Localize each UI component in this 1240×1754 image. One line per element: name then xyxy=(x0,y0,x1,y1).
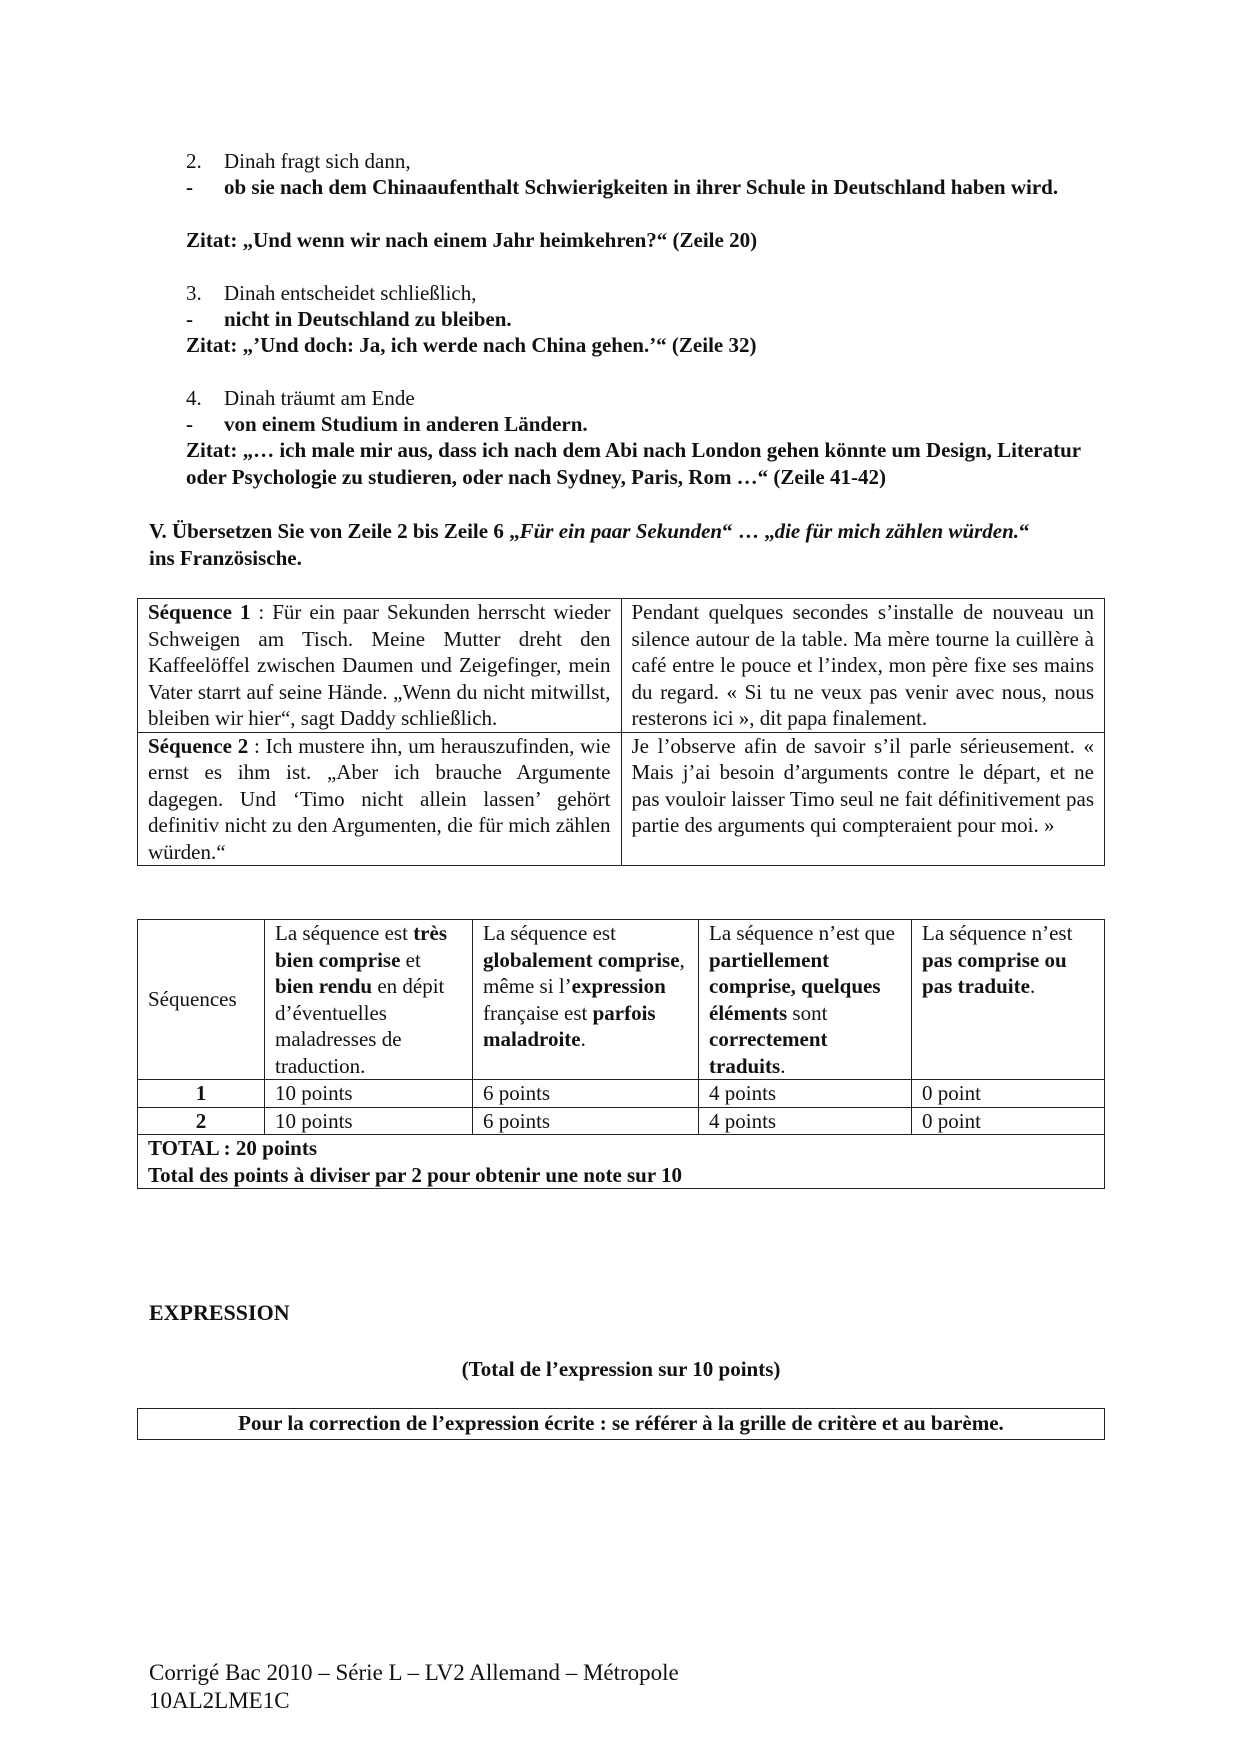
german-text: : Für ein paar Sekunden herrscht wieder Schweigen am Tisch. Meine Mutter dreht den Kaffeelöffel zwischen Daumen und Zeigefinger, mein Vater starrt auf seine Hände. „Wenn du nicht mitwillst, bleiben wir hier“, sagt Daddy schließlich. xyxy=(148,600,611,730)
footer-line-2: 10AL2LME1C xyxy=(149,1688,290,1713)
score-cell: 6 points xyxy=(473,1080,699,1108)
criteria-text: pas comprise ou pas traduite xyxy=(922,947,1067,998)
item-answer-text: ob sie nach dem Chinaaufenthalt Schwierigkeiten in ihrer Schule in Deutschland haben wird. xyxy=(224,175,1059,199)
item-intro-text: Dinah fragt sich dann, xyxy=(224,149,411,173)
sequence-number: 2 xyxy=(138,1107,265,1135)
score-cell: 4 points xyxy=(699,1107,912,1135)
section-v-italic2: die für mich zählen würden. xyxy=(774,519,1020,543)
german-cell xyxy=(138,732,622,866)
criteria-text: La séquence est xyxy=(483,921,616,945)
item-2-quote: Zitat: „Und wenn wir nach einem Jahr heimkehren?“ (Zeile 20) xyxy=(186,228,758,252)
german-text: : Ich mustere ihn, um herauszufinden, wie ernst es ihm ist. „Aber ich brauche Argumente dagegen. Und ‘Timo nicht allein lassen’ gehört definitiv nicht zu den Argumenten, die für mich zählen würden.“ xyxy=(148,733,611,864)
criteria-text: . xyxy=(580,1027,586,1051)
sequence-label: Séquence 2 xyxy=(148,733,249,758)
item-4-intro xyxy=(186,385,1106,412)
score-cell: 6 points xyxy=(473,1107,699,1135)
item-intro-text: Dinah entscheidet schließlich, xyxy=(224,281,477,305)
german-cell xyxy=(138,599,622,733)
item-dash: - xyxy=(186,175,193,199)
french-cell: Pendant quelques secondes s’installe de nouveau un silence autour de la table. Ma mère tourne la cuillère à café entre le pouce et l’index, mon père fixe ses mains du regard. « Si tu ne veux pas venir avec nous, nous resterons ici », dit papa finalement. xyxy=(621,599,1105,733)
criteria-text: globalement comprise xyxy=(483,947,680,972)
sequence-number: 1 xyxy=(138,1080,265,1108)
criteria-text: . xyxy=(780,1053,786,1078)
item-4-quote: Zitat: „… ich male mir aus, dass ich nach dem Abi nach London gehen könnte um Design, Literatur oder Psychologie zu studieren, oder nach Sydney, Paris, Rom …“ (Zeile 41-42) xyxy=(186,438,1081,489)
criteria-text: très bien comprise xyxy=(275,921,447,972)
expression-heading: EXPRESSION xyxy=(149,1300,290,1325)
sequence-label: Séquence 1 xyxy=(148,600,251,624)
item-2-intro xyxy=(186,148,1106,175)
table-row xyxy=(138,1080,1105,1108)
item-number: 4. xyxy=(186,386,202,410)
criteria-text: , même si l’ xyxy=(483,947,685,998)
translation-table xyxy=(137,598,1105,866)
grading-header-row xyxy=(138,920,1105,1080)
total-row xyxy=(138,1135,1105,1189)
grading-table xyxy=(137,919,1105,1189)
criteria-text: en dépit d’éventuelles maladresses de traduction. xyxy=(275,974,445,1078)
score-cell: 0 point xyxy=(912,1080,1105,1108)
item-answer-text: von einem Studium in anderen Ländern. xyxy=(224,412,588,436)
criteria-text: sont xyxy=(787,1000,828,1025)
item-3-answer xyxy=(186,306,1144,333)
total-points: TOTAL : 20 points xyxy=(148,1136,318,1160)
section-v-part1: V. Übersetzen Sie von Zeile 2 bis Zeile 6 „ xyxy=(149,519,520,543)
expression-subtitle: (Total de l’expression sur 10 points) xyxy=(461,1357,781,1381)
footer-line-1: Corrigé Bac 2010 – Série L – LV2 Allemand – Métropole xyxy=(149,1660,679,1685)
section-v-instruction xyxy=(149,518,1049,571)
total-note: Total des points à diviser par 2 pour obtenir une note sur 10 xyxy=(148,1162,683,1187)
criteria-cell xyxy=(912,920,1105,1080)
criteria-text: expression xyxy=(571,974,666,998)
section-v-part2: “ … „ xyxy=(722,519,775,543)
item-intro-text: Dinah träumt am Ende xyxy=(224,386,415,410)
criteria-cell xyxy=(265,920,473,1080)
criteria-text: correctement traduits xyxy=(709,1027,828,1078)
criteria-text: La séquence n’est xyxy=(922,921,1073,945)
table-row xyxy=(138,599,1105,733)
criteria-text: française est xyxy=(483,1000,593,1025)
item-3-intro xyxy=(186,280,1106,307)
criteria-text: . xyxy=(1029,974,1036,998)
item-dash: - xyxy=(186,412,193,436)
total-cell xyxy=(138,1135,1105,1189)
item-2-answer xyxy=(186,174,1154,201)
item-answer-text: nicht in Deutschland zu bleiben. xyxy=(224,307,512,331)
score-cell: 4 points xyxy=(699,1080,912,1108)
row-header-cell: Séquences xyxy=(138,920,265,1080)
criteria-text: et xyxy=(400,947,421,972)
criteria-cell xyxy=(473,920,699,1080)
expression-box: Pour la correction de l’expression écrite : se référer à la grille de critère et au barème. xyxy=(137,1408,1105,1440)
table-row xyxy=(138,732,1105,866)
criteria-text: La séquence n’est que xyxy=(709,921,895,945)
item-3-quote: Zitat: „’Und doch: Ja, ich werde nach China gehen.’“ (Zeile 32) xyxy=(186,333,757,357)
score-cell: 10 points xyxy=(265,1080,473,1108)
criteria-text: parfois maladroite xyxy=(483,1000,656,1051)
item-dash: - xyxy=(186,307,193,331)
criteria-text: partiellement comprise, quelques éléments xyxy=(709,947,881,1025)
french-cell: Je l’observe afin de savoir s’il parle sérieusement. « Mais j’ai besoin d’arguments contre le départ, et ne pas vouloir laisser Timo seul ne fait définitivement pas partie des arguments qui compteraient pour moi. » xyxy=(621,732,1105,866)
item-4-answer xyxy=(186,411,1144,438)
item-number: 2. xyxy=(186,149,202,173)
score-cell: 0 point xyxy=(912,1107,1105,1135)
table-row xyxy=(138,1107,1105,1135)
score-cell: 10 points xyxy=(265,1107,473,1135)
criteria-cell xyxy=(699,920,912,1080)
item-number: 3. xyxy=(186,281,202,305)
criteria-text: La séquence est xyxy=(275,921,414,945)
section-v-part3: “ ins Französische. xyxy=(149,519,1030,570)
criteria-text: bien rendu xyxy=(275,974,373,998)
section-v-italic1: Für ein paar Sekunden xyxy=(519,519,723,543)
